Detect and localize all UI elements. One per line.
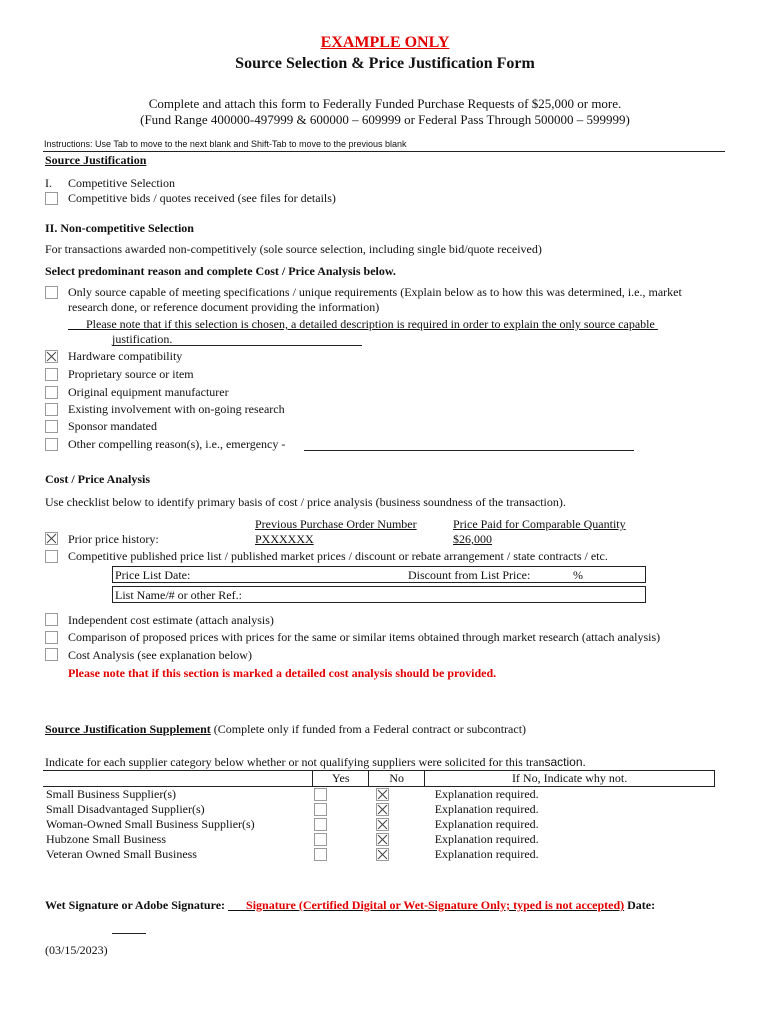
reason-label-proprietary: Proprietary source or item (68, 367, 194, 381)
supplement-heading: Source Justification Supplement (45, 722, 211, 736)
no-checkbox[interactable] (376, 833, 389, 846)
select-reason-instruction: Select predominant reason and complete Cost / Price Analysis below. (45, 264, 396, 278)
price-comparison-checkbox[interactable] (45, 631, 58, 644)
form-revision-date: (03/15/2023) (45, 943, 108, 957)
cost-analysis-checkbox[interactable] (45, 648, 58, 661)
sponsor-mandated-checkbox[interactable] (45, 420, 58, 433)
section-1-number: I. (45, 176, 52, 190)
checkbox-x-icon (377, 849, 388, 860)
independent-estimate-label: Independent cost estimate (attach analysis) (68, 613, 274, 627)
supplement-instruction (45, 755, 586, 770)
yes-checkbox[interactable] (314, 818, 327, 831)
intro-line-1: Complete and attach this form to Federally Funded Purchase Requests of $25,000 or more. (148, 96, 622, 111)
form-title: Source Selection & Price Justification Form (235, 55, 535, 72)
checkbox-x-icon (377, 789, 388, 800)
competitive-bids-label: Competitive bids / quotes received (see files for details) (68, 191, 336, 205)
discount-label: Discount from List Price: (408, 568, 531, 582)
no-checkbox[interactable] (376, 818, 389, 831)
supplier-category: Small Disadvantaged Supplier(s) (46, 802, 205, 816)
yes-cell[interactable] (313, 832, 369, 847)
reason-label-hardware: Hardware compatibility (68, 349, 183, 363)
reason-label-existing-involvement: Existing involvement with on-going research (68, 402, 285, 416)
prior-price-history-checkbox[interactable] (45, 532, 58, 545)
no-cell[interactable] (369, 847, 425, 862)
price-paid-header: Price Paid for Comparable Quantity (453, 517, 626, 531)
noncompetitive-description: For transactions awarded non-competitively (sole source selection, including single bid/quote received) (45, 242, 542, 256)
only-source-label-line-2: research done, or reference document providing the information) (68, 300, 380, 314)
cost-price-intro: Use checklist below to identify primary basis of cost / price analysis (business soundness of the transaction). (45, 495, 566, 509)
yes-cell[interactable] (313, 847, 369, 862)
existing-involvement-checkbox[interactable] (45, 403, 58, 416)
signature-line (45, 898, 655, 913)
supplement-heading-line (45, 722, 526, 737)
signature-value: Signature (Certified Digital or Wet-Signature Only; typed is not accepted) (246, 898, 625, 912)
reason-cell[interactable]: Explanation required. (434, 802, 539, 816)
only-source-label-line-1: Only source capable of meeting specifications / unique requirements (Explain below as to how this was determined, i.e., market (68, 285, 682, 299)
instructions-text: Instructions: Use Tab to move to the next blank and Shift-Tab to move to the previous blank (44, 139, 407, 149)
signature-label: Wet Signature or Adobe Signature: (45, 898, 226, 912)
cost-price-heading: Cost / Price Analysis (45, 472, 150, 486)
supplier-category: Small Business Supplier(s) (43, 787, 313, 803)
intro-line-2: (Fund Range 400000-497999 & 600000 – 609999 or Federal Pass Through 500000 – 599999) (140, 112, 630, 127)
no-checkbox[interactable] (376, 803, 389, 816)
header-divider (43, 151, 725, 152)
independent-estimate-checkbox[interactable] (45, 613, 58, 626)
section-2-title: II. Non-competitive Selection (45, 221, 194, 235)
no-cell[interactable] (369, 832, 425, 847)
supplement-instruction-main: Indicate for each supplier category below whether or not qualifying suppliers were solicited for this tran (45, 755, 545, 769)
no-cell[interactable] (369, 787, 425, 803)
price-comparison-label: Comparison of proposed prices with prices for the same or similar items obtained through market research (attach analysis) (68, 630, 661, 644)
reason-cell[interactable]: Explanation required. (434, 817, 539, 831)
reason-label-other: Other compelling reason(s), i.e., emergency - (68, 437, 286, 451)
yes-cell[interactable] (313, 787, 369, 803)
cost-analysis-label: Cost Analysis (see explanation below) (68, 648, 252, 662)
reason-label-oem: Original equipment manufacturer (68, 385, 229, 399)
table-row (43, 817, 715, 832)
cost-analysis-warning: Please note that if this section is marked a detailed cost analysis should be provided. (68, 666, 497, 680)
supplement-heading-note: (Complete only if funded from a Federal contract or subcontract) (210, 722, 527, 736)
only-source-note-line-1[interactable]: Please note that if this selection is chosen, a detailed description is required in order to explain the only source capable (86, 317, 655, 331)
no-checkbox[interactable] (376, 788, 389, 801)
reason-cell[interactable]: Explanation required. (434, 787, 539, 801)
supplier-table (43, 770, 715, 862)
checkbox-x-icon (377, 834, 388, 845)
date-field[interactable] (112, 933, 146, 934)
yes-checkbox[interactable] (314, 848, 327, 861)
section-1-title: Competitive Selection (68, 176, 175, 190)
checkbox-x-icon (46, 533, 57, 544)
supplier-category: Woman-Owned Small Business Supplier(s) (46, 817, 255, 831)
yes-cell[interactable] (313, 817, 369, 832)
only-source-note-line-2[interactable]: justification. (112, 332, 173, 346)
table-row (43, 832, 715, 847)
published-price-label: Competitive published price list / published market prices / discount or rebate arrangement / state contracts / etc. (68, 549, 608, 563)
po-number-field[interactable]: PXXXXXX (255, 532, 314, 546)
yes-cell[interactable] (313, 802, 369, 817)
po-number-header: Previous Purchase Order Number (255, 517, 417, 531)
category-column-header (43, 771, 313, 787)
table-row (43, 802, 715, 817)
no-cell[interactable] (369, 802, 425, 817)
published-price-checkbox[interactable] (45, 550, 58, 563)
yes-checkbox[interactable] (314, 788, 327, 801)
other-reason-checkbox[interactable] (45, 438, 58, 451)
proprietary-source-checkbox[interactable] (45, 368, 58, 381)
yes-column-header: Yes (313, 771, 369, 787)
yes-checkbox[interactable] (314, 833, 327, 846)
supplier-table-header (43, 771, 715, 787)
yes-checkbox[interactable] (314, 803, 327, 816)
supplement-instruction-tail: saction. (544, 755, 586, 769)
checkbox-x-icon (377, 804, 388, 815)
reason-column-header: If No, Indicate why not. (425, 771, 715, 787)
reason-cell[interactable]: Explanation required. (434, 832, 539, 846)
no-column-header: No (369, 771, 425, 787)
source-justification-heading: Source Justification (45, 153, 147, 167)
list-name-box[interactable] (112, 586, 646, 603)
date-label: Date: (624, 898, 656, 912)
no-cell[interactable] (369, 817, 425, 832)
price-paid-field[interactable]: $26,000 (453, 532, 492, 546)
list-name-label: List Name/# or other Ref.: (115, 588, 242, 602)
only-source-note-underline (112, 345, 362, 346)
checkbox-x-icon (46, 351, 57, 362)
signature-field[interactable] (228, 898, 624, 912)
oem-checkbox[interactable] (45, 386, 58, 399)
price-list-date-label: Price List Date: (115, 568, 191, 582)
price-list-date-box[interactable] (112, 566, 646, 583)
discount-percent: % (573, 568, 583, 582)
competitive-bids-checkbox[interactable] (45, 192, 58, 205)
no-checkbox[interactable] (376, 848, 389, 861)
reason-label-sponsor-mandated: Sponsor mandated (68, 419, 157, 433)
table-row (43, 847, 715, 862)
table-row (43, 787, 715, 803)
only-source-checkbox[interactable] (45, 286, 58, 299)
prior-price-history-label: Prior price history: (68, 532, 159, 546)
checkbox-x-icon (377, 819, 388, 830)
example-only-label: EXAMPLE ONLY (320, 34, 450, 51)
other-reason-field[interactable] (304, 450, 634, 451)
reason-cell[interactable]: Explanation required. (434, 847, 539, 861)
supplier-category: Veteran Owned Small Business (46, 847, 197, 861)
supplier-category: Hubzone Small Business (46, 832, 166, 846)
hardware-compatibility-checkbox[interactable] (45, 350, 58, 363)
